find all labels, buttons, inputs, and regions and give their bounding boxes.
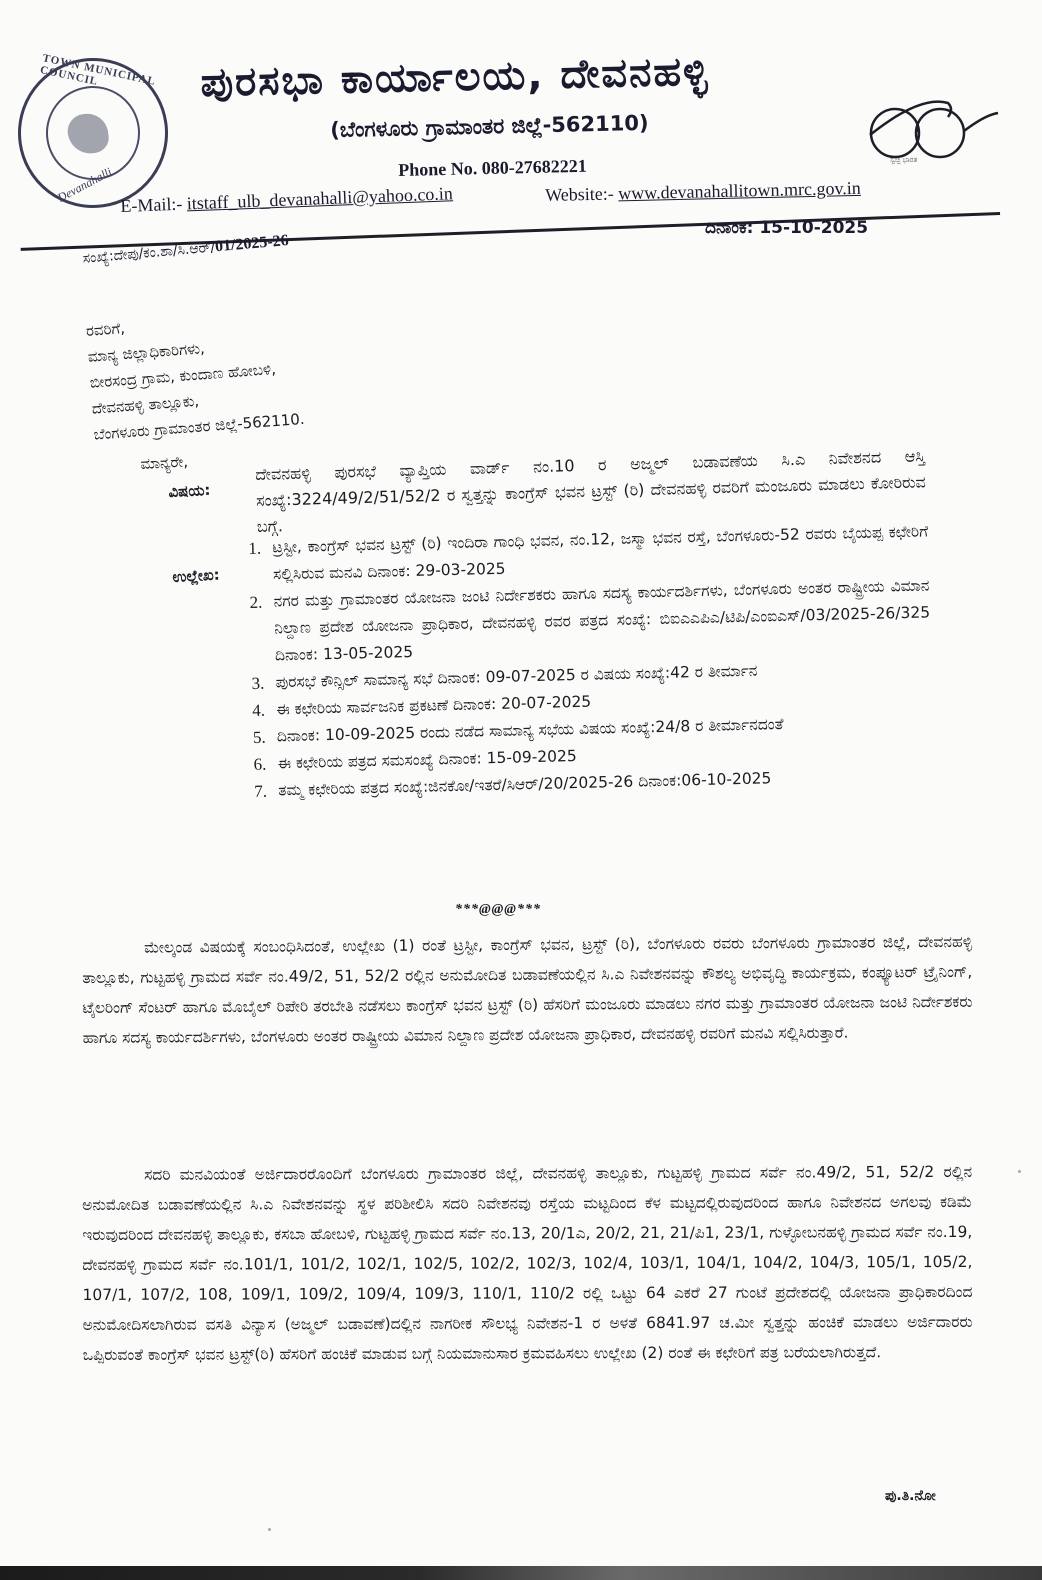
reference-item-number: 6. — [253, 754, 267, 774]
body-paragraph: ಸದರಿ ಮನವಿಯಂತೆ ಅರ್ಜಿದಾರರೊಂದಿಗೆ ಬೆಂಗಳೂರು ಗ್ರಾಮಾಂತರ ಜಿಲ್ಲೆ, ದೇವನಹಳ್ಳಿ ತಾಲ್ಲೂಕು, ಗುಟ್ಟಹಳ್ಳಿ ಗ್ರಾಮದ ಸರ್ವೆ ನಂ.49/2, 51, 52/2 ರಲ್ಲಿನ ಅನುಮೋದಿತ ಬಡಾವಣೆಯಲ್ಲಿನ ಸಿ.ಎ ನಿವೇಶನವನ್ನು ಸ್ಥಳ ಪರಿಶೀಲಿಸಿ ಸದರಿ ನಿವೇಶನವು ರಸ್ತೆಯ ಮಟ್ಟದಿಂದ ಕೆಳ ಮಟ್ಟದಲ್ಲಿರುವುದರಿಂದ ಹಾಗೂ ನಿವೇಶನದ ಅಗಲವು ಕಡಿಮೆ ಇರುವುದರಿಂದ ದೇವನಹಳ್ಳಿ ತಾಲ್ಲೂಕು, ಕಸಬಾ ಹೋಬಳಿ, ಗುಟ್ಟಹಳ್ಳಿ ಗ್ರಾಮದ ಸರ್ವೆ ನಂ.13, 20/1ಎ, 20/2, 21, 21/ಪಿ1, 23/1, ಗುಳ್ಳೋಬನಹಳ್ಳಿ ಗ್ರಾಮದ ಸರ್ವೆ ನಂ.19, ದೇವನಹಳ್ಳಿ ಗ್ರಾಮದ ಸರ್ವೆ ನಂ.101/1, 101/2, 102/1, 102/5, 102/2, 102/3, 102/4, 103/1, 104/1, 104/2, 104/3, 105/1, 105/2, 107/1, 107/2, 108, 109/1, 109/2, 109/4, 109/3, 110/1, 110/2 ರಲ್ಲಿ ಒಟ್ಟು 64 ಎಕರೆ 27 ಗುಂಟೆ ಪ್ರದೇಶದಲ್ಲಿ ಯೋಜನಾ ಪ್ರಾಧಿಕಾರದಿಂದ ಅನುಮೋದಿಸಲಾಗಿರುವ ವಸತಿ ವಿನ್ಯಾಸ (ಅಜ್ಮಲ್ ಬಡಾವಣೆ)ದಲ್ಲಿನ ನಾಗರೀಕ ಸೌಲಭ್ಯ ನಿವೇಶನ-1 ರ ಅಳತೆ 6841.97 ಚ.ಮೀ ಸ್ವತ್ತನ್ನು ಹಂಚಿಕೆ ಮಾಡಲು ಅರ್ಜಿದಾರರು ಒಪ್ಪಿರುವಂತೆ ಕಾಂಗ್ರೆಸ್ ಭವನ ಟ್ರಸ್ಟ್(ರಿ) ಹೆಸರಿಗೆ ಹಂಚಿಕೆ ಮಾಡುವ ಬಗ್ಗೆ ನಿಯಮಾನುಸಾರ ಕ್ರಮವಹಿಸಲು ಉಲ್ಲೇಖ (2) ರಂತೆ ಈ ಕಛೇರಿಗೆ ಪತ್ರ ಬರೆಯಲಾಗಿರುತ್ತದೆ. — [82, 1162, 973, 1364]
addressee-line: ದೇವನಹಳ್ಳಿ ತಾಲ್ಲೂಕು, — [91, 391, 200, 418]
reference-item-number: 3. — [251, 673, 265, 693]
district-line: (ಬೆಂಗಳೂರು ಗ್ರಾಮಾಂತರ ಜಿಲ್ಲೆ-562110) — [330, 110, 649, 142]
reference-item-number: 2. — [249, 592, 263, 612]
reference-item-text: ಪುರಸಭೆ ಕೌನ್ಸಿಲ್ ಸಾಮಾನ್ಯ ಸಭೆ ದಿನಾಂಕ: 09-07-2025 ರ ವಿಷಯ ಸಂಖ್ಯೆ:42 ರ ತೀರ್ಮಾನ — [275, 661, 758, 692]
website-link[interactable]: www.devanahallitown.mrc.gov.in — [618, 177, 862, 204]
addressee-line: ರವರಿಗೆ, — [85, 319, 126, 340]
references-list — [248, 518, 934, 805]
reference-item-text: ಈ ಕಛೇರಿಯ ಸಾರ್ವಜನಿಕ ಪ್ರಕಟಣೆ ದಿನಾಂಕ: 20-07-2025 — [276, 692, 592, 719]
reference-prefix: ಸಂಖ್ಯೆ:ದೇಪು/ಕಂ.ಶಾ/ಸಿ.ಆರ್/ — [82, 239, 216, 267]
reference-item-number: 7. — [254, 781, 268, 801]
subject-label: ವಿಷಯ: — [168, 480, 211, 501]
reference-item-text: ದಿನಾಂಕ: 10-09-2025 ರಂದು ನಡೆದ ಸಾಮಾನ್ಯ ಸಭೆಯ ವಿಷಯ ಸಂಖ್ಯೆ:24/8 ರ ತೀರ್ಮಾನದಂತೆ — [276, 714, 784, 746]
reference-item-number: 5. — [252, 727, 266, 747]
reference-handwritten-number: 01 — [214, 237, 232, 256]
addressee-block — [85, 302, 306, 447]
reference-item-text: ಈ ಕಛೇರಿಯ ಪತ್ರದ ಸಮಸಂಖ್ಯೆ ದಿನಾಂಕ: 15-09-2025 — [277, 747, 577, 773]
office-title: ಪುರಸಭಾ ಕಾರ್ಯಾಲಯ, ದೇವನಹಳ್ಳಿ — [200, 48, 710, 106]
seal-top-text: TOWN MUNICIPAL COUNCIL — [39, 52, 157, 88]
seal-bottom-text: Devanahalli — [55, 164, 115, 205]
references-label: ಉಲ್ಲೇಖ: — [172, 565, 221, 586]
reference-item-text: ತಮ್ಮ ಕಛೇರಿಯ ಪತ್ರದ ಸಂಖ್ಯೆ:ಜಿನಕೋ/ಇತರೆ/ಸಿಆರ್/20/2025-26 ದಿನಾಂಕ:06-10-2025 — [278, 769, 772, 800]
email-label: E-Mail:- — [120, 193, 183, 216]
addressee-line: ಬೀರಸಂದ್ರ ಗ್ರಾಮ, ಕುಂದಾಣ ಹೋಬಳಿ, — [89, 359, 277, 392]
reference-item-number: 4. — [252, 700, 266, 720]
scan-bottom-edge — [0, 1566, 1042, 1580]
website-label: Website:- — [545, 183, 614, 205]
date-line — [705, 218, 868, 238]
phone-label: Phone No. — [398, 158, 478, 180]
scan-speck — [268, 1528, 271, 1531]
section-separator: ***@@@*** — [455, 902, 541, 917]
reference-year: /2025-26 — [230, 231, 290, 254]
reference-number — [82, 232, 289, 268]
reference-item-number: 1. — [248, 538, 262, 558]
date-value: 15-10-2025 — [759, 218, 869, 238]
email-link[interactable]: itstaff_ulb_devanahalli@yahoo.co.in — [186, 183, 454, 214]
phone-line — [398, 156, 587, 181]
reference-item-text: ಟ್ರಸ್ಟೀ, ಕಾಂಗ್ರೆಸ್ ಭವನ ಟ್ರಸ್ಟ್ (ರಿ) ಇಂದಿರಾ ಗಾಂಧಿ ಭವನ, ನಂ.12, ಜಸ್ಮಾ ಭವನ ರಸ್ತೆ, ಬೆಂಗಳೂರು-52 ರವರು ಬೈಯಪ್ಪ ಕಛೇರಿಗೆ ಸಲ್ಲಿಸಿರುವ ಮನವಿ ದಿನಾಂಕ: 29-03-2025 — [272, 522, 929, 584]
reference-item-text: ನಗರ ಮತ್ತು ಗ್ರಾಮಾಂತರ ಯೋಜನಾ ಜಂಟಿ ನಿರ್ದೇಶಕರು ಹಾಗೂ ಸದಸ್ಯ ಕಾರ್ಯದರ್ಶಿಗಳು, ಬೆಂಗಳೂರು ಅಂತರ ರಾಷ್ಟ್ರೀಯ ವಿಮಾನ ನಿಲ್ದಾಣ ಪ್ರದೇಶ ಯೋಜನಾ ಪ್ರಾಧಿಕಾರ, ದೇವನಹಳ್ಳಿ ರವರ ಪತ್ರದ ಸಂಖ್ಯೆ: ಬಿಐಎಎಪಿಎ/ಟಿಪಿ/ಎಂಐಎಸ್/03/2025-26/325 ದಿನಾಂಕ: 13-05-2025 — [273, 576, 931, 665]
emblem-caption: ಸ್ವಚ್ಛ ಭಾರತ — [890, 156, 918, 164]
municipal-seal-stamp — [8, 48, 177, 217]
addressee-line: ಬೆಂಗಳೂರು ಗ್ರಾಮಾಂತರ ಜಿಲ್ಲೆ-562110. — [93, 409, 306, 444]
website-line — [545, 178, 861, 206]
phone-number: 080-27682221 — [481, 155, 587, 179]
date-label: ದಿನಾಂಕ: — [705, 218, 754, 238]
scan-speck — [1018, 1170, 1021, 1173]
salutation: ಮಾನ್ಯರೇ, — [140, 452, 189, 473]
continued-overleaf-note: ಪು.ತಿ.ನೋ — [885, 1488, 936, 1504]
addressee-line: ಮಾನ್ಯ ಜಿಲ್ಲಾಧಿಕಾರಿಗಳು, — [87, 339, 206, 366]
swachh-bharat-spectacles-icon — [860, 85, 1000, 175]
subject-text: ದೇವನಹಳ್ಳಿ ಪುರಸಭೆ ವ್ಯಾಪ್ತಿಯ ವಾರ್ಡ್ ನಂ.10 ರ ಅಜ್ಮಲ್ ಬಡಾವಣೆಯ ಸಿ.ಎ ನಿವೇಶನದ ಆಸ್ತಿ ಸಂಖ್ಯೆ:3224/49/2/51/52/2 ರ ಸ್ವತ್ತನ್ನು ಕಾಂಗ್ರೆಸ್ ಭವನ ಟ್ರಸ್ಟ್ (ರಿ) ದೇವನಹಳ್ಳಿ ರವರಿಗೆ ಮಂಜೂರು ಮಾಡಲು ಕೋರಿರುವ ಬಗ್ಗೆ. — [255, 446, 927, 536]
body-paragraph: ಮೇಲ್ಕಂಡ ವಿಷಯಕ್ಕೆ ಸಂಬಂಧಿಸಿದಂತೆ, ಉಲ್ಲೇಖ (1) ರಂತೆ ಟ್ರಸ್ಟೀ, ಕಾಂಗ್ರೆಸ್ ಭವನ, ಟ್ರಸ್ಟ್ (ರಿ), ಬೆಂಗಳೂರು ರವರು ಬೆಂಗಳೂರು ಗ್ರಾಮಾಂತರ ಜಿಲ್ಲೆ, ದೇವನಹಳ್ಳಿ ತಾಲ್ಲೂಕು, ಗುಟ್ಟಹಳ್ಳಿ ಗ್ರಾಮದ ಸರ್ವೆ ನಂ.49/2, 51, 52/2 ರಲ್ಲಿನ ಅನುಮೋದಿತ ಬಡಾವಣೆಯಲ್ಲಿನ ಸಿ.ಎ ನಿವೇಶನವನ್ನು ಕೌಶಲ್ಯ ಅಭಿವೃದ್ಧಿ ಕಾರ್ಯಕ್ರಮ, ಕಂಪ್ಯೂಟರ್ ಟ್ರೈನಿಂಗ್, ಟೈಲರಿಂಗ್ ಸೆಂಟರ್ ಹಾಗೂ ಮೊಬೈಲ್ ರಿಪೇರಿ ತರಬೇತಿ ನಡೆಸಲು ಕಾಂಗ್ರೆಸ್ ಭವನ ಟ್ರಸ್ಟ್ (ರಿ) ಹೆಸರಿಗೆ ಮಂಜೂರು ಮಾಡಲು ನಗರ ಮತ್ತು ಗ್ರಾಮಾಂತರ ಯೋಜನಾ ಜಂಟಿ ನಿರ್ದೇಶಕರು ಹಾಗೂ ಸದಸ್ಯ ಕಾರ್ಯದರ್ಶಿಗಳು, ಬೆಂಗಳೂರು ಅಂತರ ರಾಷ್ಟ್ರೀಯ ವಿಮಾನ ನಿಲ್ದಾಣ ಪ್ರದೇಶ ಯೋಜನಾ ಪ್ರಾಧಿಕಾರ, ದೇವನಹಳ್ಳಿ ರವರಿಗೆ ಮನವಿ ಸಲ್ಲಿಸಿರುತ್ತಾರೆ. — [82, 932, 973, 1047]
